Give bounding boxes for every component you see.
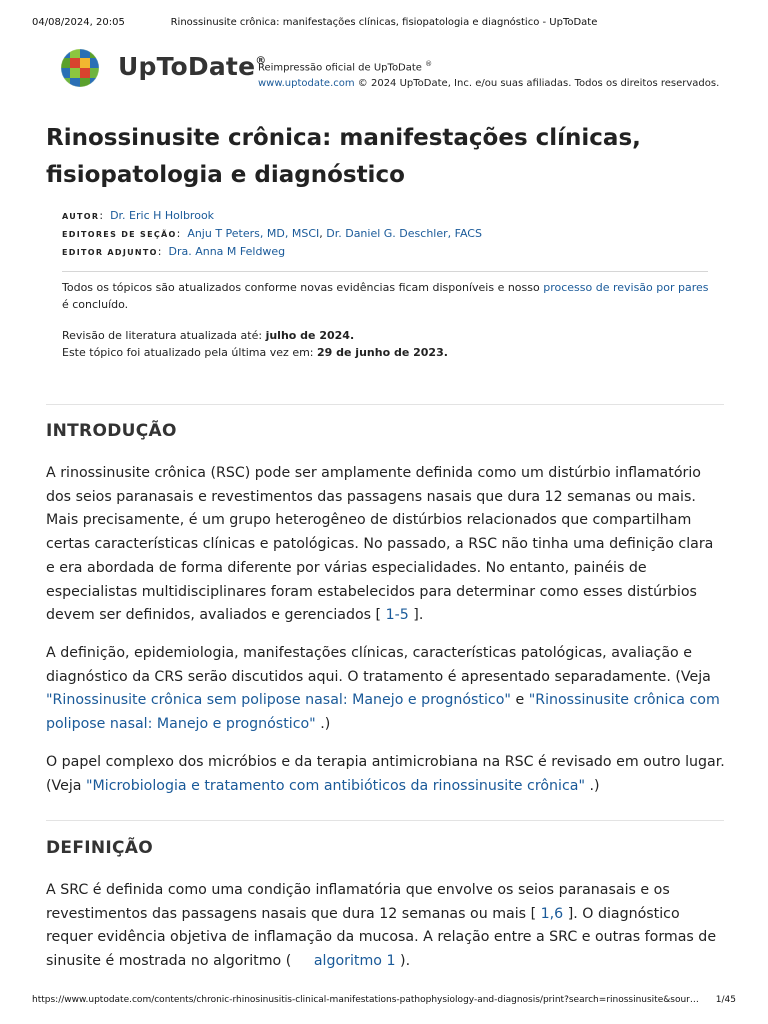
print-page-number: 1/45 [715, 995, 736, 1005]
literature-review-line [62, 327, 448, 344]
update-note-text: Todos os tópicos são atualizados conforme novas evidências ficam disponíveis e nosso [62, 281, 544, 294]
intro-paragraph-2 [46, 642, 726, 737]
article-title: Rinossinusite crônica: manifestações clínicas, fisiopatologia e diagnóstico [46, 125, 641, 188]
definition-p1-mid: ]. O diagnóstico requer evidência objetiva de inflamação da mucosa. A relação entre a SRC e outras formas de sinusite é mostrada no algoritmo ( [46, 905, 717, 970]
deputy-editor-label: EDITOR ADJUNTO [62, 248, 158, 257]
intro-p2-end: .) [315, 716, 331, 733]
brand-name-text: UpToDate [118, 52, 256, 81]
reprint-text: Reimpressão oficial de UpToDate [258, 62, 422, 74]
last-updated-label: Este tópico foi atualizado pela última vez em: [62, 346, 317, 359]
last-updated-date: 29 de junho de 2023. [317, 346, 448, 359]
uptodate-logo-icon [60, 48, 102, 90]
label-colon: : [99, 209, 104, 222]
intro-paragraph-1 [46, 462, 726, 628]
definition-p1-end: ). [395, 953, 411, 970]
article-contributors [62, 207, 482, 261]
deputy-editor-link[interactable]: Dra. Anna M Feldweg [168, 245, 286, 258]
update-note [62, 279, 712, 313]
section-editors-label: EDITORES DE SEÇÃO [62, 230, 177, 239]
contributors-divider [62, 271, 708, 272]
intro-p1-text: A rinossinusite crônica (RSC) pode ser amplamente definida como um distúrbio inflamatório dos seios paranasais e revestimentos das passagens nasais que dura 12 semanas ou mais. Mais precisamente, é um grupo heterogêneo de distúrbios relacionados que compartilham certas características clínicas e patológicas. No passado, a RSC não tinha uma definição clara e era abordada de forma diferente por várias especialidades. No entanto, painéis de especialistas multidisciplinares foram estabelecidos para determinar como esses distúrbios devem ser definidos, avaliados e gerenciados [ [46, 465, 714, 624]
intro-p2-mid: e [510, 692, 529, 709]
intro-p3-end: .) [584, 777, 600, 794]
topic-link-with-polyps[interactable]: "Rinossinusite crônica com polipose nasal: Manejo e prognóstico" [46, 692, 720, 733]
author-link[interactable]: Dr. Eric H Holbrook [110, 209, 215, 222]
author-row [62, 207, 482, 225]
intro-p1-end: ]. [408, 607, 424, 624]
label-colon: : [176, 227, 181, 240]
section-editor-link-2[interactable]: Dr. Daniel G. Deschler, FACS [326, 227, 482, 240]
print-header [32, 17, 736, 31]
section-editor-link-1[interactable]: Anju T Peters, MD, MSCI [187, 227, 320, 240]
deputy-editor-row [62, 243, 482, 261]
intro-p3-text: O papel complexo dos micróbios e da terapia antimicrobiana na RSC é revisado em outro lugar. (Veja [46, 754, 725, 794]
print-datetime: 04/08/2024, 20:05 [32, 17, 125, 28]
intro-heading: INTRODUÇÃO [46, 421, 177, 441]
editor-separator: , [319, 227, 327, 240]
brand-name [118, 52, 266, 81]
definition-heading: DEFINIÇÃO [46, 838, 153, 858]
peer-review-link[interactable]: processo de revisão por pares [543, 281, 709, 294]
algorithm-1-link[interactable]: algoritmo 1 [313, 953, 396, 970]
brand-reg-mark: ® [255, 54, 267, 67]
section-editors-row [62, 225, 482, 243]
intro-paragraph-3 [46, 751, 726, 798]
section-divider-intro [46, 404, 724, 405]
update-note-end: é concluído. [62, 298, 129, 311]
section-divider-definition [46, 820, 724, 821]
last-updated-line [62, 344, 448, 361]
reprint-reg-mark: ® [425, 60, 433, 68]
topic-link-microbiology[interactable]: "Microbiologia e tratamento com antibióticos da rinossinusite crônica" [86, 777, 585, 794]
reprint-line [258, 56, 719, 76]
literature-review-date: julho de 2024. [265, 329, 355, 342]
definition-p1-text: A SRC é definida como uma condição inflamatória que envolve os seios paranasais e os revestimentos das passagens nasais que dura 12 semanas ou mais [ [46, 882, 670, 922]
reprint-notice [258, 56, 719, 92]
label-colon: : [157, 245, 162, 258]
print-page-title: Rinossinusite crônica: manifestações clínicas, fisiopatologia e diagnóstico - UpToDate [170, 17, 598, 28]
author-label: AUTOR [62, 212, 100, 221]
reference-link-1-6[interactable]: 1,6 [540, 905, 564, 922]
brand-header [60, 48, 720, 92]
reference-link-1-5[interactable]: 1-5 [385, 607, 409, 624]
topic-link-without-polyps[interactable]: "Rinossinusite crônica sem polipose nasal: Manejo e prognóstico" [46, 692, 511, 709]
copyright-line [258, 76, 719, 92]
literature-review-label: Revisão de literatura atualizada até: [62, 329, 266, 342]
uptodate-site-link[interactable]: www.uptodate.com [258, 78, 355, 90]
definition-paragraph-1 [46, 879, 726, 974]
print-url: https://www.uptodate.com/contents/chronic-rhinosinusitis-clinical-manifestations-pathophysiology-and-diagnosis/print?search=rinossinusite&sour… [32, 995, 699, 1005]
review-dates [62, 327, 448, 361]
copyright-text: © 2024 UpToDate, Inc. e/ou suas afiliadas. Todos os direitos reservados. [354, 78, 720, 90]
intro-p2-text: A definição, epidemiologia, manifestações clínicas, características patológicas, avaliação e diagnóstico da CRS serão discutidos aqui. O tratamento é apresentado separadamente. (Veja [46, 645, 711, 685]
